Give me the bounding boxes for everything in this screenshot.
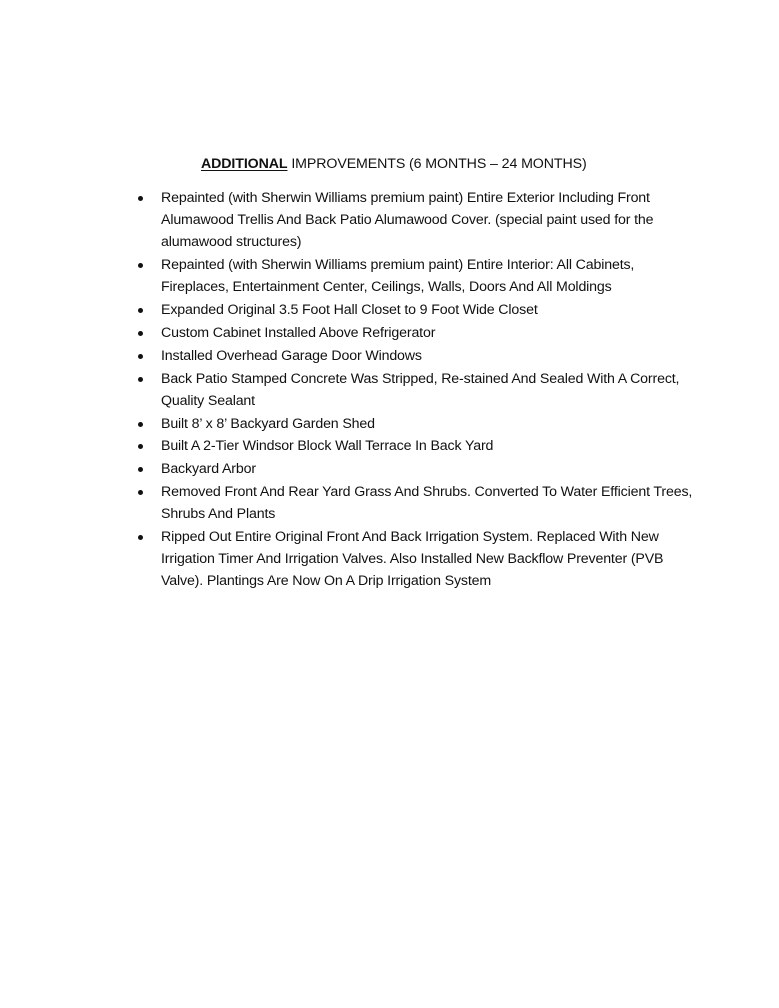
improvements-list bbox=[0, 187, 779, 593]
list-item-text: Custom Cabinet Installed Above Refrigerator bbox=[161, 325, 436, 341]
bullet-icon bbox=[138, 263, 143, 268]
bullet-icon bbox=[138, 331, 143, 336]
bullet-icon bbox=[138, 354, 143, 359]
bullet-icon bbox=[138, 444, 143, 449]
bullet-icon bbox=[138, 535, 143, 540]
bullet-icon bbox=[138, 377, 143, 382]
heading-rest: IMPROVEMENTS (6 MONTHS – 24 MONTHS) bbox=[287, 156, 587, 172]
list-item-text: Expanded Original 3.5 Foot Hall Closet to 9 Foot Wide Closet bbox=[161, 302, 538, 319]
heading-emphasis: ADDITIONAL bbox=[201, 156, 288, 172]
list-item-text: Installed Overhead Garage Door Windows bbox=[161, 347, 422, 364]
list-item-text: Ripped Out Entire Original Front And Back Irrigation System. Replaced With New Irrigation Timer And Irrigation Valves. Also Installed New Backflow Preventer (PVB Valve). Plantings Are Now On A Drip Irrigation System bbox=[161, 528, 664, 590]
list-item bbox=[0, 368, 779, 412]
list-item bbox=[0, 254, 779, 298]
bullet-icon bbox=[138, 490, 143, 495]
list-item-text: Built 8’ x 8’ Backyard Garden Shed bbox=[161, 415, 375, 432]
list-item bbox=[0, 481, 779, 525]
list-item-text: Repainted (with Sherwin Williams premium paint) Entire Interior: All Cabinets, Fireplaces, Entertainment Center, Ceilings, Walls, Doors And All Moldings bbox=[161, 257, 635, 296]
list-item-text: Repainted (with Sherwin Williams premium paint) Entire Exterior Including Front Alumawood Trellis And Back Patio Alumawood Cover. (special paint used for the alumawood structures) bbox=[161, 190, 654, 251]
section-heading bbox=[201, 155, 587, 173]
bullet-icon bbox=[138, 467, 143, 472]
list-item bbox=[0, 526, 779, 593]
list-item bbox=[0, 187, 779, 254]
bullet-icon bbox=[138, 422, 143, 427]
list-item bbox=[0, 413, 779, 435]
list-item bbox=[0, 299, 779, 321]
list-item bbox=[0, 435, 779, 457]
bullet-icon bbox=[138, 308, 143, 313]
bullet-icon bbox=[138, 196, 143, 201]
list-item-text: Backyard Arbor bbox=[161, 461, 256, 478]
list-item bbox=[0, 345, 779, 367]
list-item-text: Back Patio Stamped Concrete Was Stripped, Re-stained And Sealed With A Correct, Quality Sealant bbox=[161, 370, 680, 409]
list-item bbox=[0, 458, 779, 480]
list-item bbox=[0, 322, 779, 344]
list-item-text: Built A 2-Tier Windsor Block Wall Terrace In Back Yard bbox=[161, 438, 494, 455]
list-item-text: Removed Front And Rear Yard Grass And Shrubs. Converted To Water Efficient Trees, Shrubs And Plants bbox=[161, 483, 693, 523]
